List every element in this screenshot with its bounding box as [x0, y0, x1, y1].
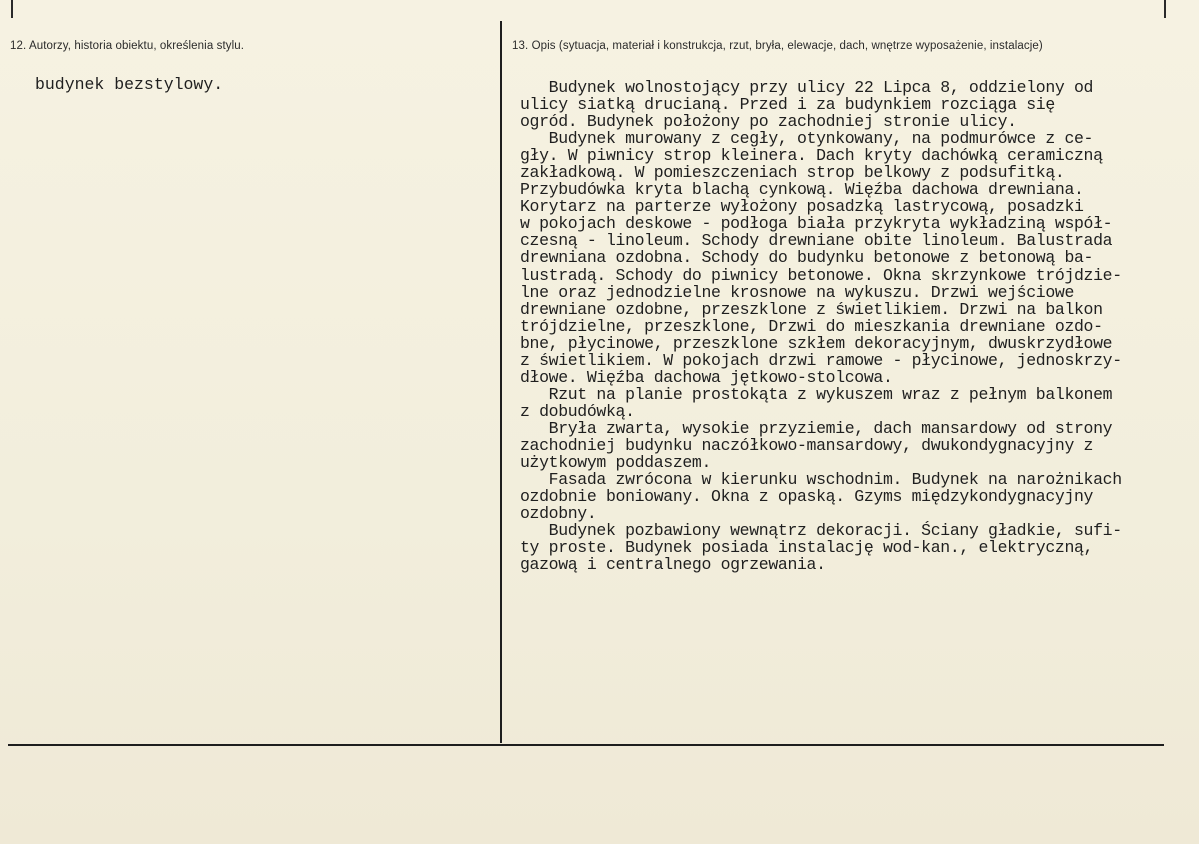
- description-line: ty proste. Budynek posiada instalację wod-kan., elektryczną,: [520, 538, 1094, 558]
- description-line: gazową i centralnego ogrzewania.: [520, 555, 826, 575]
- description-line: gły. W piwnicy strop kleinera. Dach kryty dachówką ceramiczną: [520, 146, 1103, 166]
- description-line: zakładkową. W pomieszczeniach strop belkowy z podsufitką.: [520, 163, 1065, 183]
- description-line: Budynek murowany z cegły, otynkowany, na podmurówce z ce-: [520, 129, 1094, 149]
- description-line: bne, płycinowe, przeszklone szkłem dekoracyjnym, dwuskrzydłowe: [520, 333, 1113, 353]
- description-line: z świetlikiem. W pokojach drzwi ramowe - płycinowe, jednoskrzy-: [520, 350, 1122, 370]
- field-13-description: [520, 79, 1122, 573]
- description-line: Fasada zwrócona w kierunku wschodnim. Budynek na narożnikach: [520, 470, 1122, 490]
- description-line: ulicy siatką drucianą. Przed i za budynkiem rozciąga się: [520, 95, 1055, 115]
- field-12-value: budynek bezstylowy.: [35, 75, 224, 94]
- description-line: Korytarz na parterze wyłożony posadzką lastrycową, posadzki: [520, 197, 1084, 217]
- column-divider: [500, 21, 502, 743]
- description-line: Przybudówka kryta blachą cynkową. Więźba dachowa drewniana.: [520, 180, 1084, 200]
- description-line: Rzut na planie prostokąta z wykuszem wraz z pełnym balkonem: [520, 384, 1113, 404]
- description-line: drewniane ozdobne, przeszklone z świetlikiem. Drzwi na balkon: [520, 299, 1103, 319]
- description-line: Bryła zwarta, wysokie przyziemie, dach mansardowy od strony: [520, 418, 1113, 438]
- field-12-label: 12. Autorzy, historia obiektu, określenia stylu.: [10, 40, 245, 52]
- left-border-mark: [11, 0, 13, 18]
- description-line: użytkowym poddaszem.: [520, 453, 712, 473]
- description-line: ogród. Budynek położony po zachodniej stronie ulicy.: [520, 112, 1017, 132]
- description-line: Budynek wolnostojący przy ulicy 22 Lipca 8, oddzielony od: [520, 78, 1094, 97]
- bottom-rule: [8, 744, 1164, 746]
- description-line: trójdzielne, przeszklone, Drzwi do mieszkania drewniane ozdo-: [520, 316, 1103, 336]
- right-border-mark: [1164, 0, 1166, 18]
- description-line: w pokojach deskowe - podłoga biała przykryta wykładziną współ-: [520, 214, 1113, 234]
- description-line: ozdobny.: [520, 504, 597, 524]
- description-line: Budynek pozbawiony wewnątrz dekoracji. Ściany gładkie, sufi-: [520, 521, 1122, 541]
- description-line: zachodniej budynku naczółkowo-mansardowy, dwukondygnacyjny z: [520, 435, 1094, 455]
- description-line: lne oraz jednodzielne krosnowe na wykuszu. Drzwi wejściowe: [520, 282, 1074, 302]
- description-line: dłowe. Więźba dachowa jętkowo-stolcowa.: [520, 367, 893, 387]
- description-line: ozdobnie boniowany. Okna z opaską. Gzyms międzykondygnacyjny: [520, 487, 1094, 507]
- description-line: czesną - linoleum. Schody drewniane obite linoleum. Balustrada: [520, 231, 1113, 251]
- description-line: lustradą. Schody do piwnicy betonowe. Okna skrzynkowe trójdzie-: [520, 265, 1122, 285]
- description-line: drewniana ozdobna. Schody do budynku betonowe z betonową ba-: [520, 248, 1094, 268]
- description-line: z dobudówką.: [520, 401, 635, 421]
- field-13-label: 13. Opis (sytuacja, materiał i konstrukcja, rzut, bryła, elewacje, dach, wnętrze wyposażenie, instalacje): [512, 40, 1043, 52]
